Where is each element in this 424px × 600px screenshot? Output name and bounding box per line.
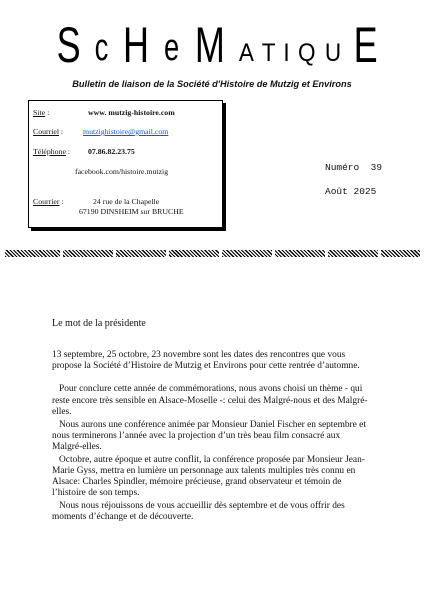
contact-mail-row [33,197,64,206]
masthead-letter: U [324,39,341,67]
phone-colon: : [65,147,71,156]
contact-site-row [33,108,175,117]
email-label: Courriel [33,127,59,136]
issue-number [325,162,382,173]
contact-phone-row [33,147,135,156]
site-colon: : [45,108,50,117]
masthead-letter: S [56,17,81,73]
article-paragraph [52,420,372,454]
article-paragraph: 13 septembre, 25 octobre, 23 novembre sont les dates des rencontres que vous propose la Société d’Histoire de Mutzig et Environs pour cette rentrée d’automne. [52,350,360,372]
article-paragraph [52,455,372,500]
article-body [52,350,372,525]
masthead-letter: e [164,27,180,69]
masthead-title [52,14,382,73]
divider-gap [166,250,169,257]
address-line-2: 67190 DINSHEIM sur BRUCHE [79,207,184,216]
divider-gap [272,250,275,257]
paragraph-text: Nous aurons une conférence animée par Monsieur Daniel Fischer en septembre et nous terminerons l’année avec la projection d’un très beau film consacré aux Malgré-elles. [52,419,366,452]
phone-number: 07.86.82.23.75 [88,147,135,156]
divider-gap [219,250,222,257]
masthead-letter: I [283,39,291,67]
address-line-1: 24 rue de la Chapelle [93,197,160,206]
mail-colon: : [59,197,64,206]
masthead-letter: M [195,17,225,73]
facebook-text[interactable]: facebook.com/histoire.mutzig [75,167,169,176]
decorative-divider [5,250,420,257]
masthead-letter: H [123,17,150,73]
email-colon: : [58,127,64,136]
issue-number-value: 39 [370,162,383,173]
site-url[interactable]: www. mutzig-histoire.com [88,108,175,117]
contact-box [28,100,223,228]
bulletin-subtitle: Bulletin de liaison de la Société d'Histoire de Mutzig et Environs [72,79,352,89]
article-paragraph [52,501,372,523]
divider-gap [378,250,381,257]
mail-label: Courrier [33,197,60,206]
paragraph-text: Nous nous réjouissons de vous accueillir dès septembre et de vous offrir des moments d’échange et de découverte. [52,500,345,523]
masthead-letter: Q [298,39,316,67]
paragraph-text: Pour conclure cette année de commémorations, nous avons choisi un thème - qui reste encore très sensible en Alsace-Moselle -: celui des Malgré-nous et des Malgré-elles. [52,384,368,417]
divider-gap [60,250,63,257]
article-title: Le mot de la présidente [52,318,146,329]
issue-number-label: Numéro [325,162,360,173]
issue-date: Août 2025 [325,186,377,197]
divider-gap [325,250,328,257]
masthead-letter: E [353,17,378,73]
phone-label: Téléphone [33,147,66,156]
divider-gap [113,250,116,257]
article-paragraph [52,384,372,418]
email-link[interactable]: mutzighistoire@gmail.com [83,127,169,136]
contact-email-row [33,127,169,136]
site-label: Site [33,108,46,117]
paragraph-text: Octobre, autre époque et autre conflit, la conférence proposée par Monsieur Jean-Marie Gyss, mettra en lumière un personnage aux talents multiples très connu en Alsace: Charles Spindler, mémoire précieuse, grand observateur et témoin de l’histoire de son temps. [52,454,365,499]
masthead-letter: T [262,39,276,67]
masthead-letter: c [94,27,109,69]
masthead-letter: A [238,39,254,67]
